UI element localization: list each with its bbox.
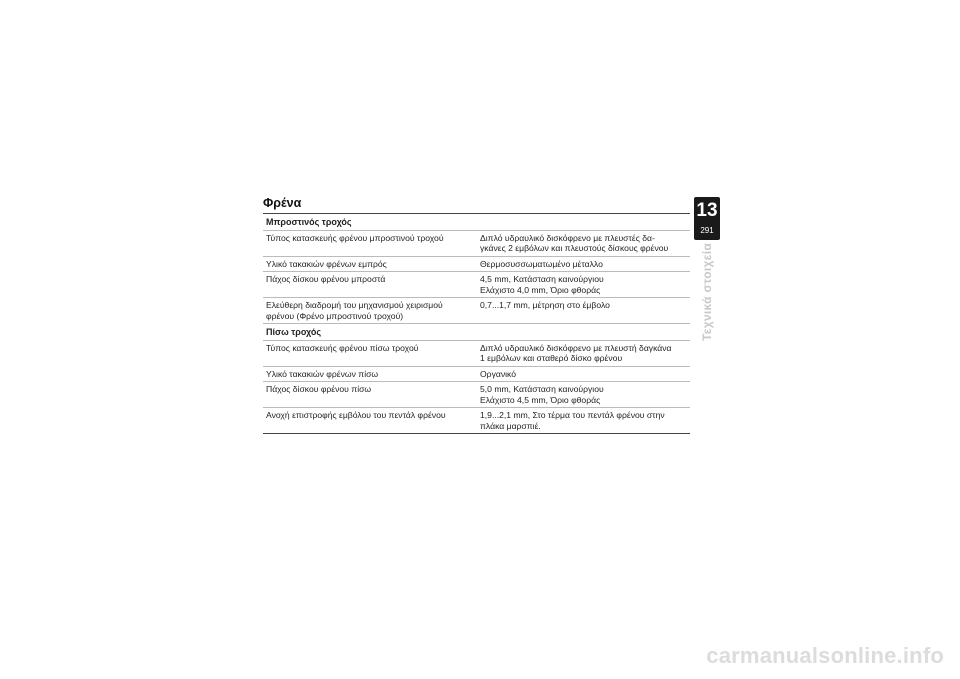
section-heading-row [263,324,690,341]
spec-label: Υλικό τακακιών φρένων εμπρός [263,256,477,272]
spec-value: 5,0 mm, Κατάσταση καινούργιου Ελάχιστο 4,5 mm, Όριο φθοράς [477,382,690,408]
spec-label: Τύπος κατασκευής φρένου μπροστινού τροχού [263,230,477,256]
page-title: Φρένα [263,196,302,210]
spec-table [263,213,690,434]
spec-value: Διπλό υδραυλικό δισκόφρενο με πλευστές δα- γκάνες 2 εμβόλων και πλευστούς δίσκους φρένου [477,230,690,256]
section-heading-row [263,214,690,231]
spec-label: Τύπος κατασκευής φρένου πίσω τροχού [263,340,477,366]
spec-label: Υλικό τακακιών φρένων πίσω [263,366,477,382]
spec-value: Διπλό υδραυλικό δισκόφρενο με πλευστή δαγκάνα 1 εμβόλων και σταθερό δίσκο φρένου [477,340,690,366]
chapter-number: 13 [696,200,718,221]
table-row [263,230,690,256]
table-row [263,256,690,272]
spec-value: Οργανικό [477,366,690,382]
spec-value: 0,7...1,7 mm, μέτρηση στο έμβολο [477,298,690,324]
table-row [263,340,690,366]
spec-label: Πάχος δίσκου φρένου πίσω [263,382,477,408]
table-row [263,382,690,408]
spec-label: Ελεύθερη διαδρομή του μηχανισμού χειρισμού φρένου (Φρένο μπροστινού τροχού) [263,298,477,324]
spec-value: Θερμοσυσσωματωμένο μέταλλο [477,256,690,272]
watermark: carmanualsonline.info [706,643,944,668]
chapter-side-label: Τεχνικά στοιχεία [700,243,714,342]
spec-value: 4,5 mm, Κατάσταση καινούργιου Ελάχιστο 4,0 mm, Όριο φθοράς [477,272,690,298]
page-number: 291 [700,226,714,235]
table-row [263,408,690,434]
table-row [263,366,690,382]
section-heading: Μπροστινός τροχός [263,214,690,231]
section-heading: Πίσω τροχός [263,324,690,341]
table-row [263,272,690,298]
spec-label: Πάχος δίσκου φρένου μπροστά [263,272,477,298]
spec-label: Ανοχή επιστροφής εμβόλου του πεντάλ φρένου [263,408,477,434]
spec-value: 1,9...2,1 mm, Στο τέρμα του πεντάλ φρένου στην πλάκα μαρσπιέ. [477,408,690,434]
table-row [263,298,690,324]
